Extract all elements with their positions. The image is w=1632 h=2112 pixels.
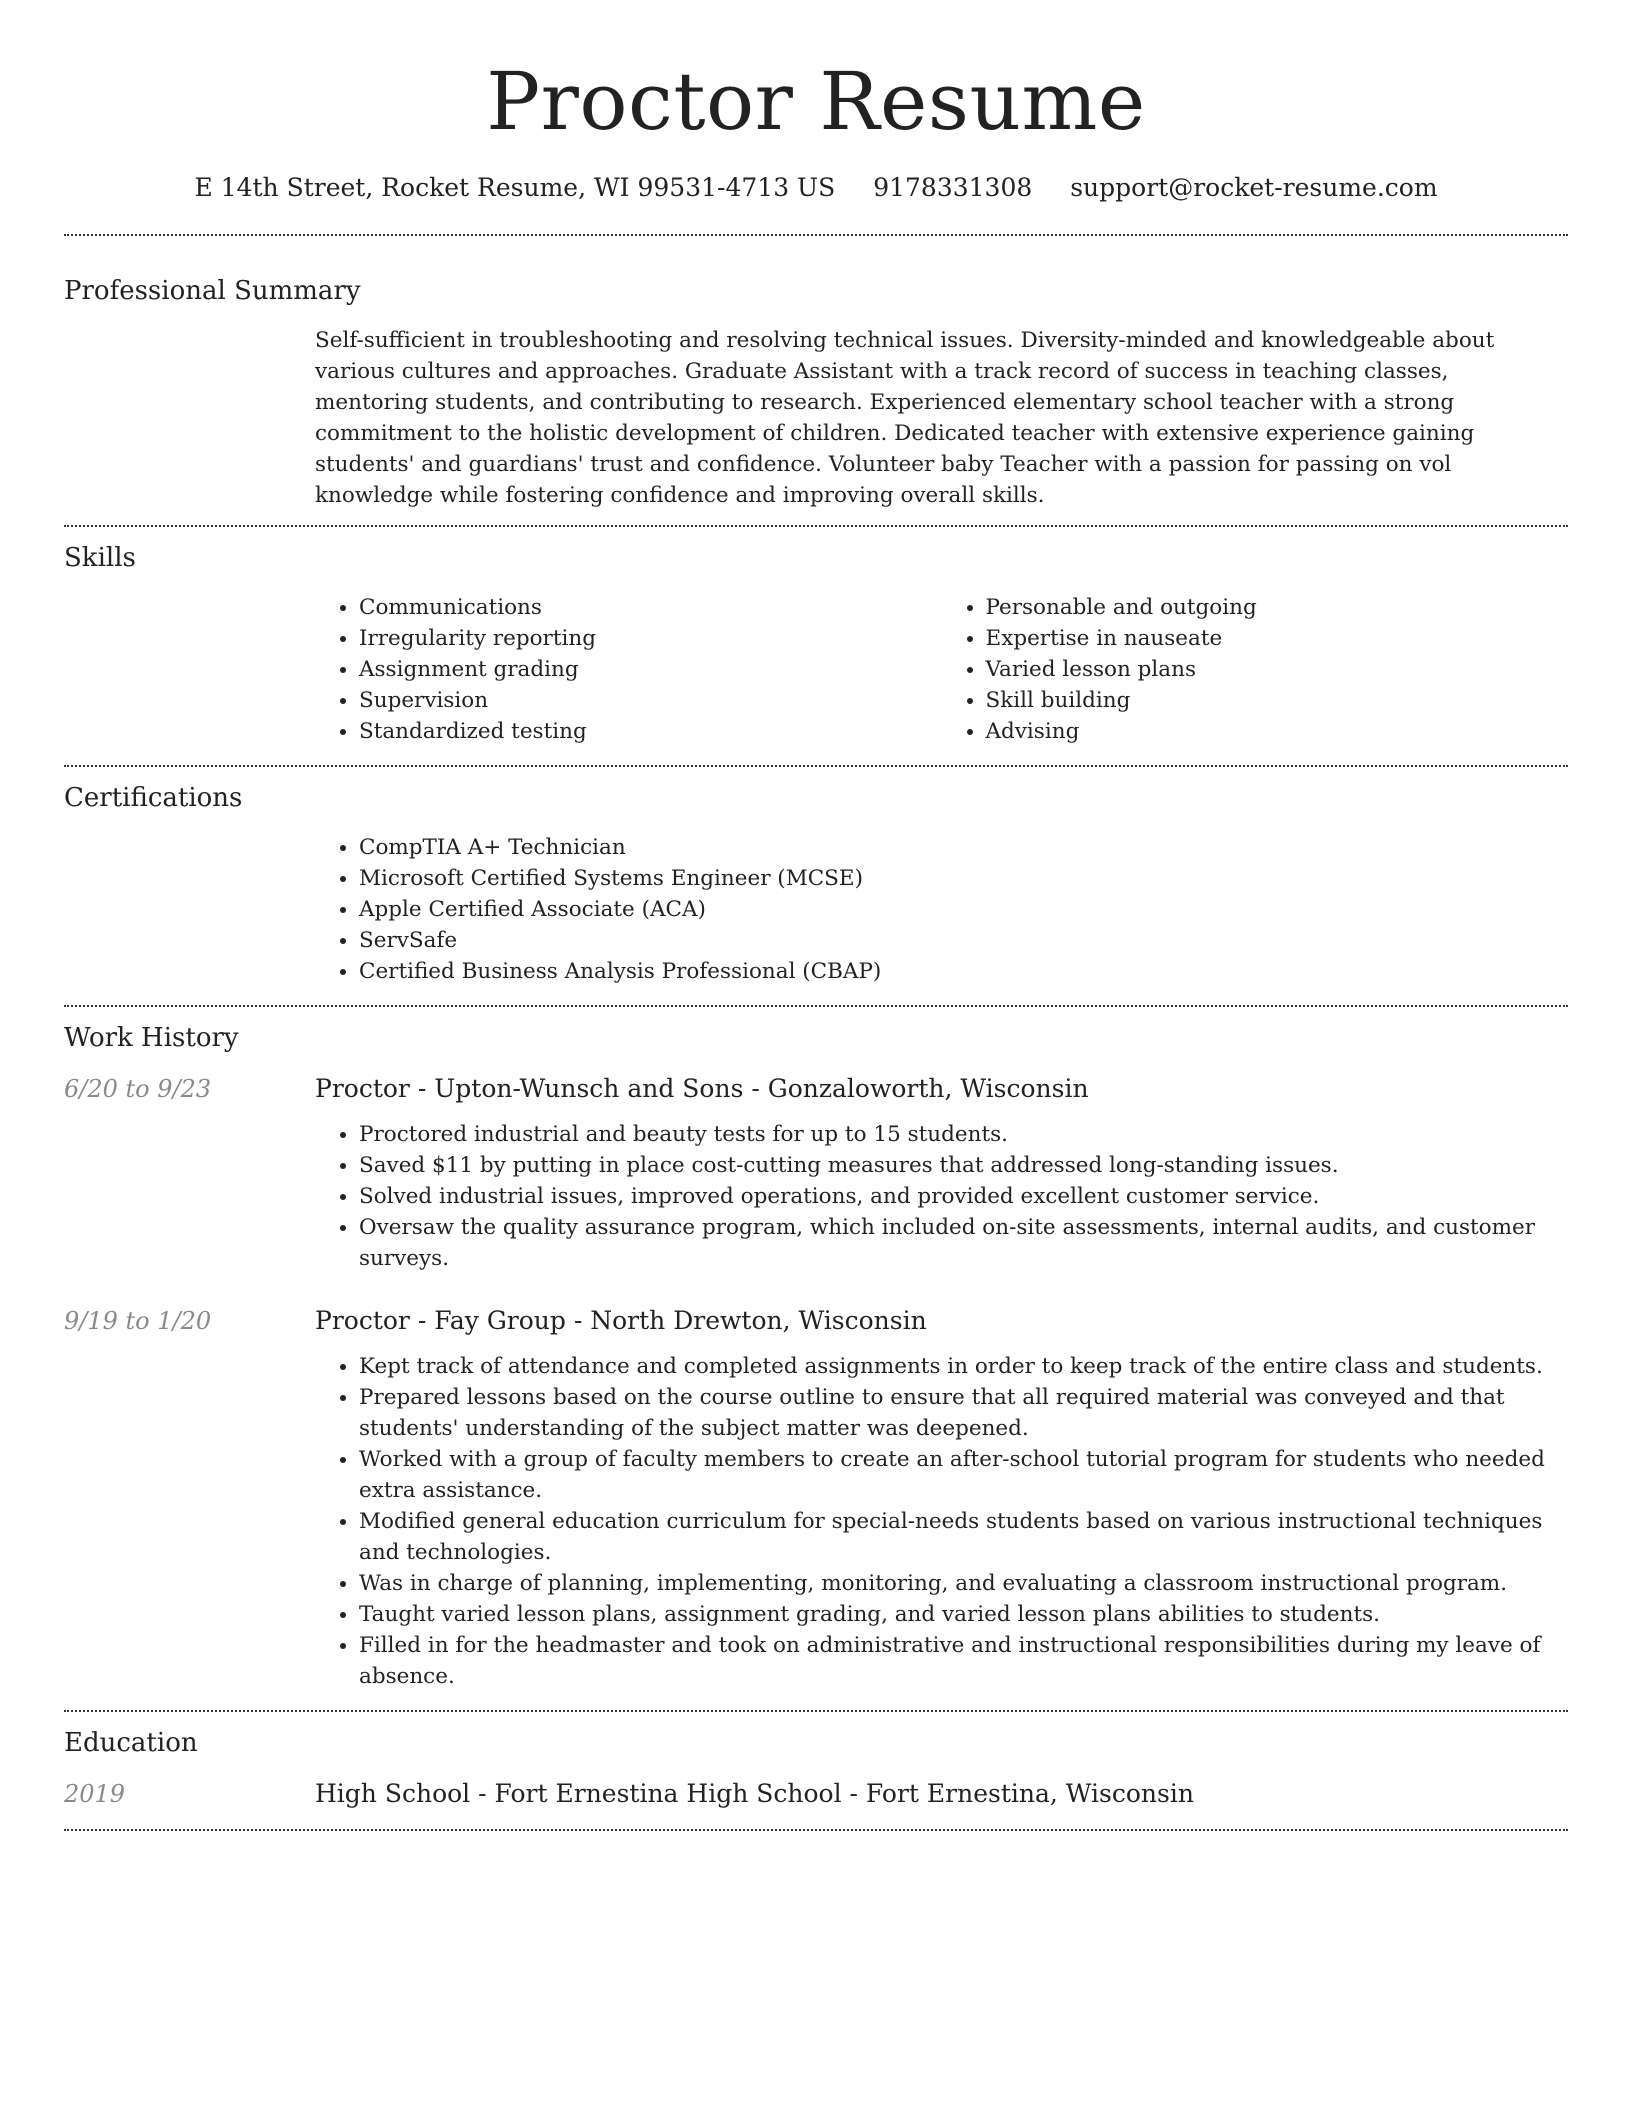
skill-item: • Skill building — [986, 685, 1569, 716]
section-divider — [64, 1829, 1568, 1831]
job-bullet: • Solved industrial issues, improved operations, and provided excellent customer service. — [359, 1181, 1568, 1212]
job-bullet: • Filled in for the headmaster and took on administrative and instructional responsibilities during my leave of absence. — [359, 1630, 1568, 1692]
job-entry — [64, 1304, 1568, 1692]
certification-item: • Microsoft Certified Systems Engineer (MCSE) — [359, 863, 1568, 894]
job-body — [315, 1304, 1568, 1692]
skill-item: • Standardized testing — [359, 716, 942, 747]
job-bullet: • Proctored industrial and beauty tests for up to 15 students. — [359, 1119, 1568, 1150]
certifications-title: Certifications — [64, 783, 243, 813]
skills-section — [64, 527, 1568, 765]
skills-title: Skills — [64, 543, 136, 573]
job-bullet: • Oversaw the quality assurance program, which included on-site assessments, internal audits, and customer surveys. — [359, 1212, 1568, 1274]
skill-item: • Supervision — [359, 685, 942, 716]
job-bullet: • Was in charge of planning, implementing, monitoring, and evaluating a classroom instructional program. — [359, 1568, 1568, 1599]
certifications-section — [64, 767, 1568, 1005]
work-history-section — [64, 1007, 1568, 1710]
skill-item: • Advising — [986, 716, 1569, 747]
education-section — [64, 1712, 1568, 1829]
skills-list — [315, 592, 1568, 747]
contact-phone: 9178331308 — [873, 173, 1033, 202]
contact-info — [64, 172, 1568, 204]
skill-item: • Assignment grading — [359, 654, 942, 685]
job-bullet: • Taught varied lesson plans, assignment grading, and varied lesson plans abilities to students. — [359, 1599, 1568, 1630]
job-bullet: • Modified general education curriculum for special-needs students based on various instructional techniques and technologies. — [359, 1506, 1568, 1568]
job-entry — [64, 1072, 1568, 1274]
certification-item: • Certified Business Analysis Professional (CBAP) — [359, 956, 1568, 987]
work-history-title: Work History — [64, 1023, 239, 1053]
skills-column-right — [942, 592, 1569, 747]
job-title: Proctor - Fay Group - North Drewton, Wisconsin — [315, 1306, 927, 1335]
job-bullet: • Saved $11 by putting in place cost-cutting measures that addressed long-standing issues. — [359, 1150, 1568, 1181]
education-title-text: High School - Fort Ernestina High School - Fort Ernestina, Wisconsin — [315, 1779, 1194, 1808]
skill-item: • Personable and outgoing — [986, 592, 1569, 623]
contact-address: E 14th Street, Rocket Resume, WI 99531-4713 US — [194, 173, 836, 202]
certification-item: • Apple Certified Associate (ACA) — [359, 894, 1568, 925]
resume-header — [64, 0, 1568, 204]
job-title: Proctor - Upton-Wunsch and Sons - Gonzaloworth, Wisconsin — [315, 1074, 1089, 1103]
skill-item: • Expertise in nauseate — [986, 623, 1569, 654]
job-bullets — [315, 1119, 1568, 1274]
summary-title: Professional Summary — [64, 276, 361, 306]
job-bullets — [315, 1351, 1568, 1692]
job-bullet: • Prepared lessons based on the course outline to ensure that all required material was conveyed and that students' understanding of the subject matter was deepened. — [359, 1382, 1568, 1444]
summary-content — [315, 325, 1568, 511]
skill-item: • Irregularity reporting — [359, 623, 942, 654]
job-bullet: • Kept track of attendance and completed assignments in order to keep track of the entire class and students. — [359, 1351, 1568, 1382]
skills-column-left — [315, 592, 942, 747]
skill-item: • Varied lesson plans — [986, 654, 1569, 685]
job-dates: 6/20 to 9/23 — [64, 1075, 212, 1103]
education-title: Education — [64, 1728, 198, 1758]
contact-email: support@rocket-resume.com — [1070, 173, 1438, 202]
education-year: 2019 — [64, 1780, 126, 1808]
job-dates: 9/19 to 1/20 — [64, 1307, 212, 1335]
certification-item: • CompTIA A+ Technician — [359, 832, 1568, 863]
education-entry — [64, 1777, 1568, 1811]
job-bullet: • Worked with a group of faculty members to create an after-school tutorial program for students who needed extra assistance. — [359, 1444, 1568, 1506]
skill-item: • Communications — [359, 592, 942, 623]
certifications-list — [315, 832, 1568, 987]
resume-name: Proctor Resume — [486, 55, 1146, 148]
certifications-content — [315, 832, 1568, 987]
job-body — [315, 1072, 1568, 1274]
summary-text: Self-sufficient in troubleshooting and resolving technical issues. Diversity-minded and knowledgeable about various cultures and approaches. Graduate Assistant with a track record of success in teaching classes, mentoring students, and contributing to research. Experienced elementary school teacher with a strong commitment to the holistic development of children. Dedicated teacher with extensive experience gaining students' and guardians' trust and confidence. Volunteer baby Teacher with a passion for passing on vol knowledge while fostering confidence and improving overall skills. — [315, 328, 1495, 508]
education-body — [315, 1777, 1568, 1811]
certification-item: • ServSafe — [359, 925, 1568, 956]
summary-section — [64, 236, 1568, 525]
